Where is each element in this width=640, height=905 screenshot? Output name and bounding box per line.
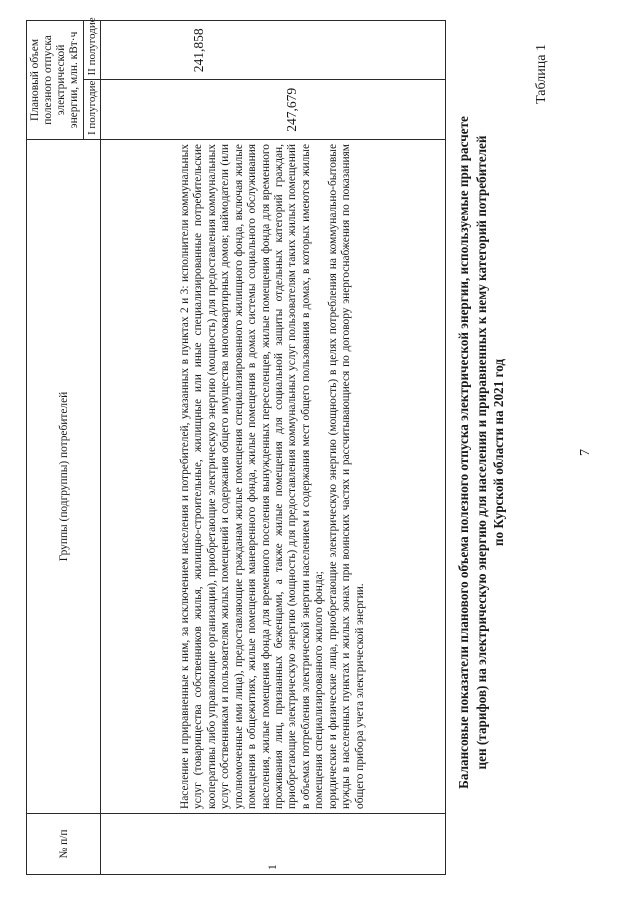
row-description	[101, 140, 446, 814]
title-line-3: по Курской области на 2021 год	[491, 358, 506, 547]
row-number: 1	[101, 814, 446, 875]
header-plan: Плановый объем полезного отпуска электрической энергии, млн. кВт·ч	[27, 21, 84, 140]
header-half-1: I полугодие	[84, 80, 101, 140]
row-value-half-2: 241,858	[101, 21, 446, 81]
balance-table	[26, 17, 446, 875]
row-value-half-1: 247,679	[101, 80, 446, 140]
header-group: Группы (подгруппы) потребителей	[27, 140, 101, 814]
table-header-row	[27, 21, 84, 875]
header-number: № п/п	[27, 814, 101, 875]
table-caption: Таблица 1	[534, 44, 549, 104]
title-line-2: цен (тарифов) на электрическую энергию для населения и приравненных к нему категорий потребителей	[473, 135, 489, 770]
table-row	[101, 21, 446, 875]
document-title	[455, 40, 508, 865]
header-half-2: II полугодие	[84, 21, 101, 81]
row-description-part-1: Население и приравненные к ним, за исключением населения и потребителей, указанных в пунктах 2 и 3: исполнители коммунальных услуг (товарищества собственников жилья, жилищно-строительные, жилищные или иные специализированные потребительские кооперативы либо управляющие организации), приобретающие электрическую энергию (мощность) для предоставления коммунальных услуг собственникам и пользователям жилых помещений и содержания общего имущества многоквартирных домов; наймодатели (или уполномоченные ими лица), предоставляющие гражданам жилые помещения специализированного жилищного фонда, включая жилые помещения в общежитиях, жилые помещения маневренного фонда, жилые помещения в домах системы социального обслуживания населения, жилые помещения фонда для временного поселения вынужденных переселенцев, жилые помещения фонда для временного проживания лиц, признанных беженцами, а также жилые помещения для социальной защиты отдельных категорий граждан, приобретающие электрическую энергию (мощность) для предоставления коммунальных услуг пользователям таких жилых помещений в объемах потребления электрической энергии населением и содержания мест общего пользования в домах, в которых имеются жилые помещения специализированного жилого фонда;	[178, 144, 326, 809]
title-line-1: Балансовые показатели планового объема полезного отпуска электрической энергии, используемые при расчете	[456, 116, 471, 789]
row-description-part-2: юридические и физические лица, приобретающие электрическую энергию (мощность) в целях потребления на коммунально-бытовые нужды в населенных пунктах и жилых зонах при воинских частях и рассчитывающиеся по договору энергоснабжения по показаниям общего прибора учета электрической энергии.	[326, 144, 366, 809]
page-number: 7	[578, 449, 593, 456]
